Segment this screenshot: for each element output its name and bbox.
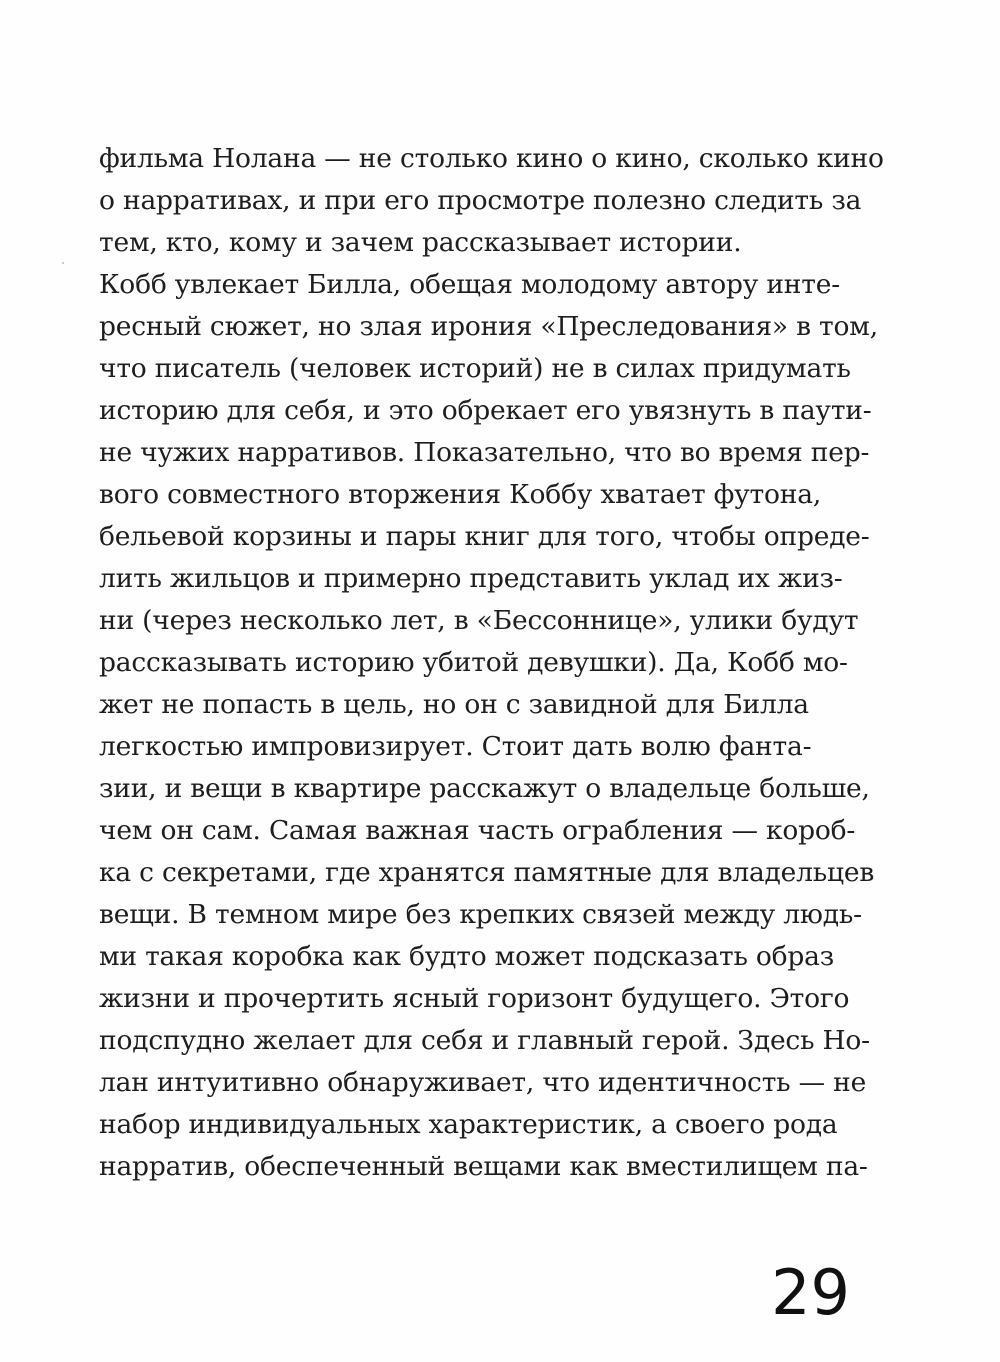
text-line: легкостью импровизирует. Стоит дать волю фанта- [99, 731, 812, 762]
text-line: о нарративах, и при его просмотре полезно следить за [99, 185, 862, 216]
text-line: подспудно желает для себя и главный герой. Здесь Но- [99, 1025, 870, 1056]
body-text [99, 138, 884, 1188]
text-line: жет не попасть в цель, но он с завидной для Билла [99, 689, 809, 720]
text-line: рассказывать историю убитой девушки). Да, Кобб мо- [99, 647, 848, 678]
text-line: зии, и вещи в квартире расскажут о владельце больше, [99, 773, 870, 804]
text-line: ми такая коробка как будто может подсказать образ [99, 941, 835, 972]
text-line: вого совместного вторжения Коббу хватает футона, [99, 479, 822, 510]
text-line: жизни и прочертить ясный горизонт будущего. Этого [99, 983, 850, 1014]
text-line: чем он сам. Самая важная часть ограбления — короб- [99, 815, 856, 846]
text-line: тем, кто, кому и зачем рассказывает истории. [99, 227, 742, 258]
text-line: набор индивидуальных характеристик, а своего рода [99, 1109, 838, 1140]
text-line: фильма Нолана — не столько кино о кино, сколько кино [99, 143, 884, 174]
page-number: 29 [771, 1256, 850, 1329]
text-line: ни (через несколько лет, в «Бессоннице», улики будут [99, 605, 859, 636]
text-line: ка с секретами, где хранятся памятные для владельцев [99, 857, 875, 888]
text-line: что писатель (человек историй) не в силах придумать [99, 353, 851, 384]
text-line: Кобб увлекает Билла, обещая молодому автору инте- [99, 269, 840, 300]
text-line: бельевой корзины и пары книг для того, чтобы опреде- [99, 521, 870, 552]
text-line: нарратив, обеспеченный вещами как вместилищем па- [99, 1151, 868, 1182]
margin-speck [62, 262, 64, 264]
text-line: вещи. В темном мире без крепких связей между людь- [99, 899, 862, 930]
text-line: лить жильцов и примерно представить уклад их жиз- [99, 563, 843, 594]
text-line: не чужих нарративов. Показательно, что во время пер- [99, 437, 870, 468]
text-line: лан интуитивно обнаруживает, что идентичность — не [99, 1067, 867, 1098]
text-line: ресный сюжет, но злая ирония «Преследования» в том, [99, 311, 878, 342]
text-line: историю для себя, и это обрекает его увязнуть в паути- [99, 395, 872, 426]
